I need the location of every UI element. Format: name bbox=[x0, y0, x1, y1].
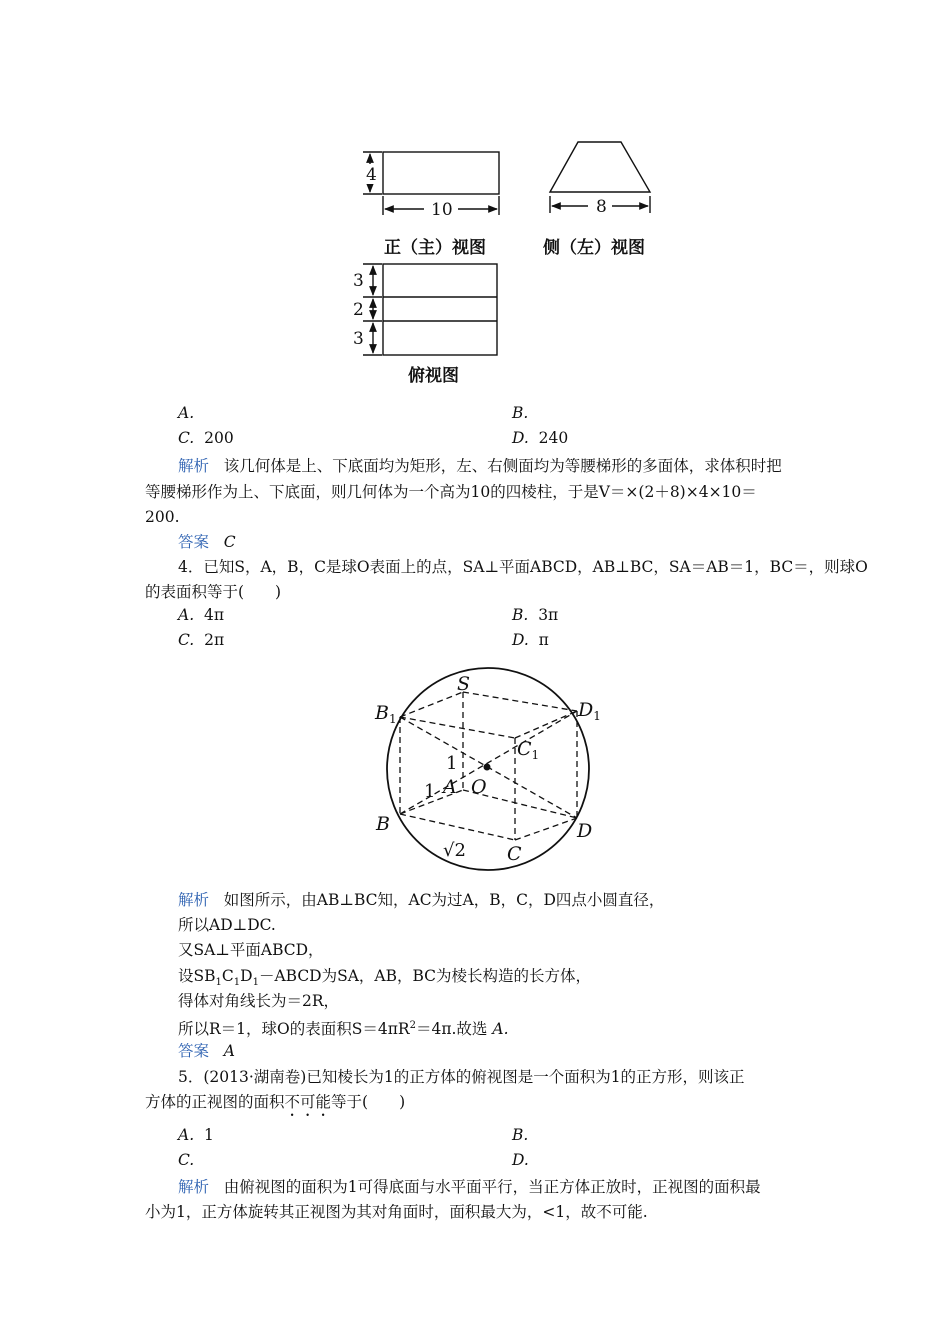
analysis-label: 解析 bbox=[178, 891, 210, 909]
option-letter: D. bbox=[512, 1151, 529, 1169]
analysis-text: 如图所示，由AB⊥BC知，AC为过A，B，C，D四点小圆直径， bbox=[223, 891, 665, 909]
option-letter: B. bbox=[512, 1126, 529, 1144]
q3-analysis-line-3: 200. bbox=[145, 508, 180, 526]
q3-answer bbox=[178, 531, 236, 553]
q4-option-b bbox=[512, 606, 558, 624]
option-letter: A. bbox=[178, 404, 195, 422]
option-letter: A. bbox=[178, 1126, 195, 1144]
q3-option-b bbox=[512, 404, 528, 422]
q5-option-b bbox=[512, 1126, 528, 1144]
analysis-text: 该几何体是上、下底面均为矩形，左、右侧面均为等腰梯形的多面体，求体积时把 bbox=[223, 457, 782, 475]
label-d1: $D_1$ bbox=[578, 699, 601, 723]
q3-option-c bbox=[178, 429, 234, 447]
center-point bbox=[484, 764, 491, 771]
label-d: D bbox=[577, 820, 593, 842]
q3-option-d bbox=[512, 429, 568, 447]
q4-stem-line-2: 的表面积等于( ) bbox=[145, 583, 282, 601]
answer-label: 答案 bbox=[178, 1042, 210, 1060]
side-width-label: 8 bbox=[596, 197, 607, 217]
q4-answer bbox=[178, 1040, 235, 1062]
label-c: C bbox=[507, 843, 522, 865]
q4-option-a bbox=[178, 606, 224, 624]
q5-stem-line-2: 方体的正视图的面积不可能等于( ) bbox=[145, 1093, 406, 1111]
three-view-figure bbox=[350, 140, 670, 390]
q5-option-c bbox=[178, 1151, 194, 1169]
edge-label-bc: √2 bbox=[443, 840, 466, 861]
analysis-label: 解析 bbox=[178, 1178, 210, 1196]
option-value: 1 bbox=[203, 1126, 214, 1144]
q4-analysis-line-3: 又SA⊥平面ABCD， bbox=[178, 941, 324, 959]
analysis-label: 解析 bbox=[178, 457, 210, 475]
top-dim-1: 3 bbox=[353, 271, 364, 291]
option-value: 240 bbox=[538, 429, 569, 447]
analysis-text: 由俯视图的面积为1可得底面与水平面平行，当正方体正放时，正视图的面积最 bbox=[223, 1178, 761, 1196]
q4-option-c bbox=[178, 631, 224, 649]
q5-option-a bbox=[178, 1126, 214, 1144]
sphere-figure bbox=[360, 665, 610, 875]
answer-value: C bbox=[223, 533, 236, 551]
answer-label: 答案 bbox=[178, 533, 210, 551]
label-b1: $B_1$ bbox=[375, 702, 397, 726]
option-letter: A. bbox=[178, 606, 195, 624]
label-s: S bbox=[457, 673, 471, 695]
option-value: 2π bbox=[204, 631, 225, 649]
front-view-rect bbox=[383, 152, 499, 194]
label-a: A bbox=[443, 776, 457, 798]
option-letter: C. bbox=[178, 631, 195, 649]
option-letter: D. bbox=[512, 631, 529, 649]
front-width-label: 10 bbox=[431, 200, 453, 220]
q5-option-d bbox=[512, 1151, 529, 1169]
q4-analysis-line-2: 所以AD⊥DC. bbox=[178, 916, 276, 934]
q3-option-a bbox=[178, 404, 194, 422]
front-height-label: 4 bbox=[366, 165, 377, 185]
option-letter: C. bbox=[178, 429, 195, 447]
q4-analysis-line-4: 设$SB_1C_1D_1-ABCD$为SA，AB，BC为棱长构造的长方体， bbox=[178, 967, 592, 989]
top-dim-2: 2 bbox=[353, 300, 364, 320]
option-letter: C. bbox=[178, 1151, 195, 1169]
q5-stem-line-1: 5．(2013·湖南卷)已知棱长为1的正方体的俯视图是一个面积为1的正方形，则该正 bbox=[178, 1068, 745, 1086]
label-b: B bbox=[376, 813, 390, 835]
front-view-caption: 正（主）视图 bbox=[384, 238, 486, 258]
q3-analysis-line-1 bbox=[178, 455, 782, 477]
top-view-rect bbox=[383, 264, 497, 355]
q5-analysis-line-2: 小为1，正方体旋转其正视图为其对角面时，面积最大为，<1，故不可能. bbox=[145, 1203, 648, 1221]
option-letter: D. bbox=[512, 429, 529, 447]
answer-value: A bbox=[223, 1042, 235, 1060]
option-letter: B. bbox=[512, 606, 529, 624]
emphasis-text: 不可能 bbox=[284, 1093, 332, 1111]
option-value: 4π bbox=[203, 606, 225, 624]
edge-label-sa: 1 bbox=[446, 753, 458, 774]
side-view-caption: 侧（左）视图 bbox=[543, 238, 645, 258]
label-c1: $C_1$ bbox=[517, 738, 540, 762]
option-value: 200 bbox=[204, 429, 234, 447]
q3-analysis-line-2: 等腰梯形作为上、下底面，则几何体为一个高为10的四棱柱，于是V＝×(2＋8)×4×10＝ bbox=[145, 483, 757, 501]
edge-label-ab: 1 bbox=[424, 781, 436, 802]
q4-analysis-line-1 bbox=[178, 889, 664, 911]
side-view-trapezoid bbox=[550, 142, 650, 192]
q4-analysis-line-6: 所以R＝1，球O的表面积$S=4\pi R^2=4\pi$.故选 A. bbox=[178, 1020, 509, 1039]
label-o: O bbox=[471, 776, 487, 798]
option-value: 3π bbox=[538, 606, 559, 624]
q4-option-d bbox=[512, 631, 549, 649]
top-view-caption: 俯视图 bbox=[408, 366, 459, 386]
option-letter: B. bbox=[512, 404, 529, 422]
option-value: π bbox=[538, 631, 549, 649]
q4-analysis-line-5: 得体对角线长为＝2R， bbox=[178, 992, 340, 1010]
top-dim-3: 3 bbox=[353, 329, 364, 349]
q5-analysis-line-1 bbox=[178, 1176, 761, 1198]
q4-stem-line-1: 4．已知S，A，B，C是球O表面上的点，SA⊥平面ABCD，AB⊥BC，SA＝AB＝1，BC＝，则球O bbox=[178, 558, 868, 576]
